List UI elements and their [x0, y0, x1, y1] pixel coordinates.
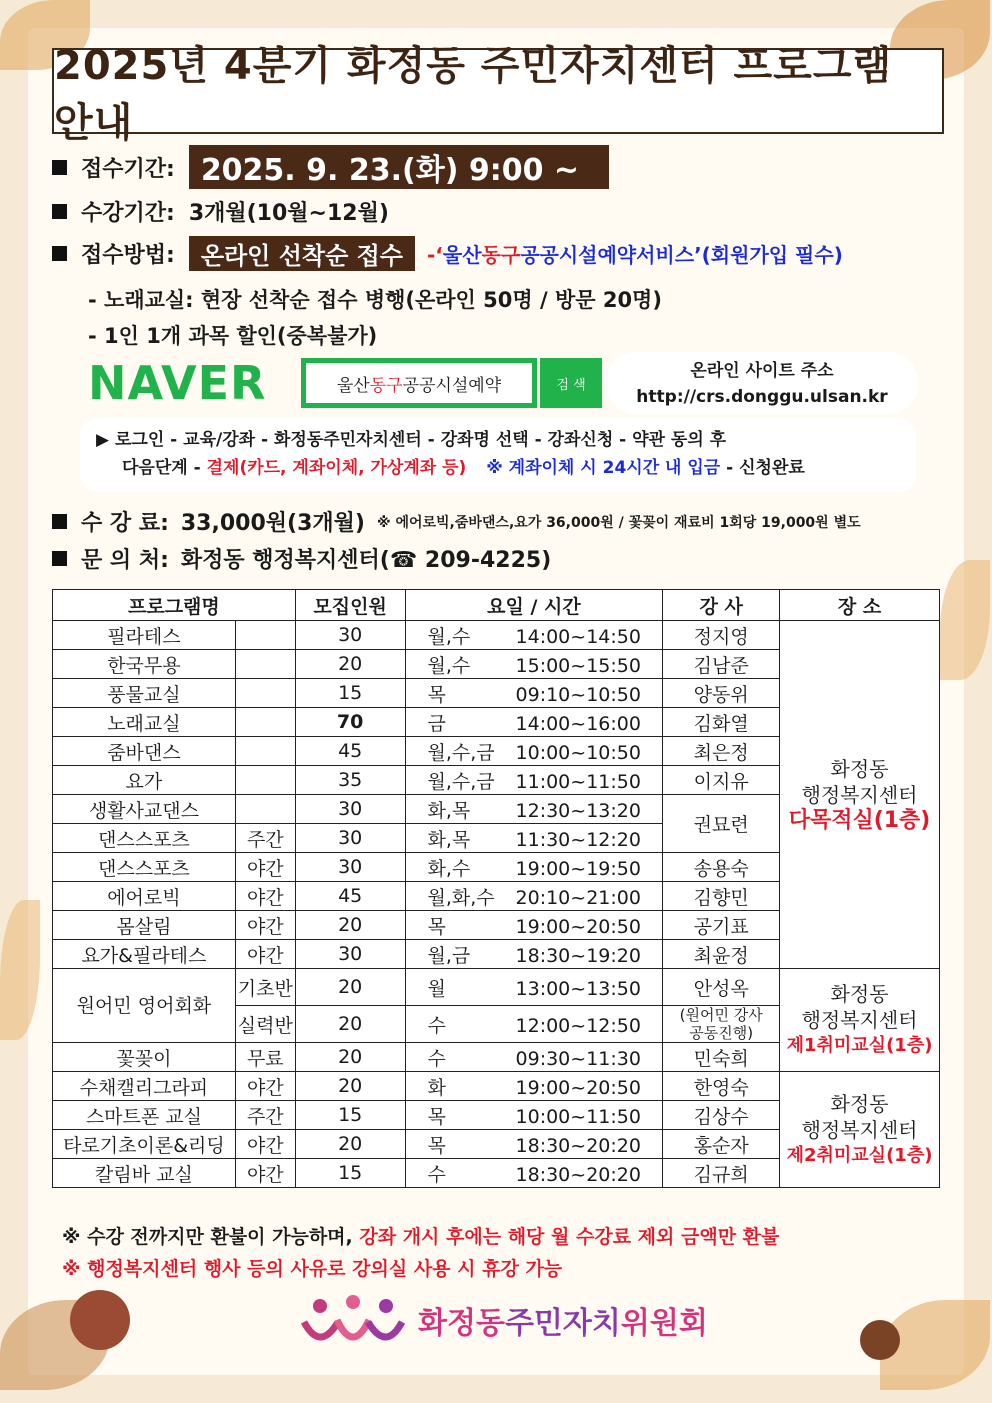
program-schedule: [405, 708, 663, 737]
program-name: 요가&필라테스: [53, 940, 236, 969]
fee-note: ※ 에어로빅,줌바댄스,요가 36,000원 / 꽃꽂이 재료비 1회당 19,000원 별도: [376, 514, 861, 531]
program-teacher: 김규희: [663, 1159, 780, 1188]
place-line-2: 행정복지센터: [801, 1117, 918, 1142]
program-schedule: [405, 911, 663, 940]
committee-name-c: 위원회: [620, 1306, 708, 1341]
program-teacher: 김남준: [663, 650, 780, 679]
schedule-time: 14:00~14:50: [515, 625, 641, 648]
place-line-1: 화정동: [830, 756, 889, 781]
steps-line-1: ▶ 로그인 - 교육/강좌 - 화정동주민자치센터 - 강좌명 선택 - 강좌신청 - 약관 동의 후: [96, 430, 727, 450]
schedule-time: 12:00~12:50: [515, 1014, 641, 1037]
program-teacher: 홍순자: [663, 1130, 780, 1159]
committee-name: [418, 1298, 708, 1342]
schedule-days: 화,수: [427, 857, 471, 880]
program-schedule: [405, 650, 663, 679]
program-count: 20: [295, 1043, 405, 1072]
program-teacher: 양동위: [663, 679, 780, 708]
program-schedule: [405, 795, 663, 824]
program-teacher: [663, 1006, 780, 1043]
method-note-a: 울산: [442, 243, 482, 267]
search-text-c: 공공시설예약: [402, 375, 502, 396]
course-row: [52, 196, 389, 227]
program-name: 요가: [53, 766, 236, 795]
naver-search-button[interactable]: 검 색: [540, 358, 602, 408]
program-tag: 무료: [235, 1043, 295, 1072]
place-line-1: 화정동: [830, 1091, 889, 1116]
schedule-days: 월,수: [427, 654, 471, 677]
course-label: 수강기간:: [81, 201, 175, 226]
program-teacher: 이지유: [663, 766, 780, 795]
schedule-time: 09:30~11:30: [515, 1047, 641, 1070]
program-tag: [235, 650, 295, 679]
header-schedule: 요일 / 시간: [405, 590, 663, 621]
program-count: 20: [295, 1072, 405, 1101]
program-tag: [235, 621, 295, 650]
schedule-time: 10:00~11:50: [515, 1105, 641, 1128]
program-name: 노래교실: [53, 708, 236, 737]
program-schedule: [405, 737, 663, 766]
schedule-time: 18:30~19:20: [515, 944, 641, 967]
bullet-square-icon: [52, 551, 67, 566]
schedule-days: 월,금: [427, 944, 471, 967]
program-place: [780, 621, 940, 969]
schedule-time: 13:00~13:50: [515, 977, 641, 1000]
program-schedule: [405, 969, 663, 1006]
search-text-b: 동구: [369, 375, 403, 396]
program-tag: 야간: [235, 882, 295, 911]
program-name: 에어로빅: [53, 882, 236, 911]
place-room: 다목적실(1층): [788, 807, 931, 833]
program-tag: 야간: [235, 853, 295, 882]
header-count: 모집인원: [295, 590, 405, 621]
program-count: 15: [295, 1159, 405, 1188]
place-line-1: 화정동: [830, 982, 889, 1006]
program-schedule: [405, 679, 663, 708]
program-count: 30: [295, 621, 405, 650]
program-schedule: [405, 1159, 663, 1188]
schedule-time: 19:00~20:50: [515, 915, 641, 938]
method-note: [427, 239, 843, 268]
schedule-days: 화: [427, 1076, 446, 1099]
program-schedule: [405, 1101, 663, 1130]
naver-search-input[interactable]: [301, 358, 537, 408]
program-count: 20: [295, 650, 405, 679]
committee-name-b: 주민자치: [504, 1306, 621, 1341]
program-tag: 야간: [235, 940, 295, 969]
people-logo-icon: [298, 1292, 408, 1348]
program-count: 30: [295, 853, 405, 882]
program-count: 45: [295, 737, 405, 766]
program-tag: 주간: [235, 1101, 295, 1130]
program-teacher: 최윤정: [663, 940, 780, 969]
program-tag: 야간: [235, 1072, 295, 1101]
program-count: 30: [295, 824, 405, 853]
naver-logo: NAVER: [88, 356, 267, 410]
program-tag: 기초반: [235, 969, 295, 1006]
program-schedule: [405, 853, 663, 882]
application-steps: [80, 418, 916, 492]
program-count: 15: [295, 1101, 405, 1130]
program-count: 20: [295, 969, 405, 1006]
program-name: 댄스스포츠: [53, 853, 236, 882]
header-place: 장 소: [780, 590, 940, 621]
schedule-days: 목: [427, 1105, 446, 1128]
schedule-days: 화,목: [427, 828, 471, 851]
table-row: [53, 969, 940, 1006]
schedule-days: 월,수,금: [427, 770, 495, 793]
program-name: 필라테스: [53, 621, 236, 650]
steps-line-2: [96, 454, 900, 482]
program-count: 35: [295, 766, 405, 795]
program-place: [780, 1072, 940, 1188]
schedule-days: 금: [427, 712, 446, 735]
site-url[interactable]: http://crs.donggu.ulsan.kr: [636, 387, 888, 407]
contact-row: [52, 543, 551, 574]
schedule-time: 18:30~20:20: [515, 1163, 641, 1186]
refund-note-a: ※ 수강 전까지만 환불이 가능하며,: [62, 1226, 360, 1248]
program-teacher: 김향민: [663, 882, 780, 911]
program-schedule: [405, 1006, 663, 1043]
place-room: 제1취미교실(1층): [786, 1035, 933, 1056]
committee-name-a: 화정동: [418, 1306, 505, 1341]
acorn-decoration: [70, 1290, 130, 1350]
program-schedule: [405, 621, 663, 650]
refund-note: [62, 1222, 779, 1249]
schedule-days: 수: [427, 1163, 446, 1186]
schedule-days: 월,수,금: [427, 741, 495, 764]
program-teacher: 최은정: [663, 737, 780, 766]
method-note-c: 공공시설예약서비스’(회원가입 필수): [520, 243, 843, 267]
course-value: 3개월(10월~12월): [188, 201, 389, 226]
sub-note-1: - 노래교실: 현장 선착순 접수 병행(온라인 50명 / 방문 20명): [88, 288, 662, 312]
schedule-time: 14:00~16:00: [515, 712, 641, 735]
program-teacher: 안성옥: [663, 969, 780, 1006]
program-teacher: 공기표: [663, 911, 780, 940]
program-count: 20: [295, 1006, 405, 1043]
bullet-square-icon: [52, 204, 67, 219]
method-note-dash: -‘: [427, 243, 443, 267]
schedule-time: 19:00~19:50: [515, 857, 641, 880]
steps-line-2-a: 다음단계 -: [122, 458, 207, 478]
program-place: [780, 969, 940, 1072]
program-schedule: [405, 766, 663, 795]
program-name: 원어민 영어회화: [53, 969, 236, 1043]
program-tag: 야간: [235, 1130, 295, 1159]
acorn-decoration: [860, 1320, 900, 1360]
sub-note-2: - 1인 1개 과목 할인(중복불가): [88, 324, 378, 348]
fee-value: 33,000원(3개월): [180, 511, 365, 536]
schedule-days: 월: [427, 977, 446, 1000]
program-tag: [235, 766, 295, 795]
program-tag: 야간: [235, 911, 295, 940]
contact-value: 화정동 행정복지센터(☎ 209-4225): [180, 548, 552, 573]
refund-note-b: 강좌 개시 후에는 해당 월 수강료 제외 금액만 환불: [359, 1226, 780, 1248]
reception-label: 접수기간:: [81, 156, 175, 182]
program-tag: 야간: [235, 1159, 295, 1188]
schedule-time: 09:10~10:50: [515, 683, 641, 706]
program-name: 수채캘리그라피: [53, 1072, 236, 1101]
program-tag: [235, 795, 295, 824]
site-title: 온라인 사이트 주소: [690, 361, 834, 381]
header-program: 프로그램명: [53, 590, 296, 621]
method-note-b: 동구: [481, 243, 521, 267]
method-value: 온라인 선착순 접수: [189, 236, 415, 271]
place-room: 제2취미교실(1층): [786, 1144, 933, 1166]
schedule-days: 수: [427, 1014, 446, 1037]
method-row: [52, 236, 843, 271]
table-row: [53, 621, 940, 650]
schedule-time: 20:10~21:00: [515, 886, 641, 909]
program-name: 타로기초이론&리딩: [53, 1130, 236, 1159]
program-schedule: [405, 940, 663, 969]
program-count: 30: [295, 940, 405, 969]
program-count: 15: [295, 679, 405, 708]
program-name: 스마트폰 교실: [53, 1101, 236, 1130]
program-name: 칼림바 교실: [53, 1159, 236, 1188]
table-header-row: [53, 590, 940, 621]
program-tag: 주간: [235, 824, 295, 853]
program-tag: [235, 679, 295, 708]
committee-logo: [298, 1290, 718, 1350]
program-count: 20: [295, 911, 405, 940]
program-count: 70: [295, 708, 405, 737]
program-table: [52, 589, 940, 1188]
program-tag: 실력반: [235, 1006, 295, 1043]
bullet-square-icon: [52, 514, 67, 529]
program-name: 한국무용: [53, 650, 236, 679]
teacher-note-2: 공동진행): [689, 1024, 754, 1042]
schedule-time: 11:30~12:20: [515, 828, 641, 851]
steps-line-2-d: - 신청완료: [720, 458, 805, 478]
teacher-note-1: (원어민 강사: [679, 1006, 763, 1024]
program-schedule: [405, 1072, 663, 1101]
bullet-square-icon: [52, 160, 67, 175]
program-name: 몸살림: [53, 911, 236, 940]
program-name: 풍물교실: [53, 679, 236, 708]
program-teacher: 김상수: [663, 1101, 780, 1130]
header-teacher: 강 사: [663, 590, 780, 621]
fee-label: 수 강 료:: [81, 511, 169, 536]
bullet-square-icon: [52, 246, 67, 261]
program-tag: [235, 708, 295, 737]
program-teacher: 민숙희: [663, 1043, 780, 1072]
program-name: 댄스스포츠: [53, 824, 236, 853]
steps-line-2-c: ※ 계좌이체 시 24시간 내 입금: [486, 458, 721, 478]
program-schedule: [405, 1043, 663, 1072]
search-text-a: 울산: [336, 375, 370, 396]
page-title: 2025년 4분기 화정동 주민자치센터 프로그램 안내: [52, 48, 944, 134]
schedule-days: 목: [427, 683, 446, 706]
table-row: [53, 1072, 940, 1101]
program-count: 20: [295, 1130, 405, 1159]
contact-label: 문 의 처:: [81, 548, 169, 573]
schedule-time: 11:00~11:50: [515, 770, 641, 793]
schedule-time: 19:00~20:50: [515, 1076, 641, 1099]
program-name: 줌바댄스: [53, 737, 236, 766]
program-teacher: 정지영: [663, 621, 780, 650]
site-address-box: [606, 352, 918, 414]
reception-value: 2025. 9. 23.(화) 9:00 ~: [189, 145, 609, 189]
program-name: 생활사교댄스: [53, 795, 236, 824]
schedule-days: 목: [427, 1134, 446, 1157]
program-count: 45: [295, 882, 405, 911]
program-name: 꽃꽂이: [53, 1043, 236, 1072]
reception-row: [52, 145, 609, 189]
schedule-days: 월,수: [427, 625, 471, 648]
method-label: 접수방법:: [81, 243, 175, 268]
schedule-time: 18:30~20:20: [515, 1134, 641, 1157]
place-line-2: 행정복지센터: [801, 782, 918, 807]
program-teacher: 송용숙: [663, 853, 780, 882]
schedule-days: 월,화,수: [427, 886, 495, 909]
program-schedule: [405, 882, 663, 911]
program-teacher: 한영숙: [663, 1072, 780, 1101]
steps-line-2-b: 결제(카드, 계좌이체, 가상계좌 등): [206, 458, 467, 478]
schedule-days: 수: [427, 1047, 446, 1070]
program-tag: [235, 737, 295, 766]
schedule-time: 12:30~13:20: [515, 799, 641, 822]
program-teacher: 권묘련: [663, 795, 780, 853]
program-teacher: 김화열: [663, 708, 780, 737]
schedule-time: 10:00~10:50: [515, 741, 641, 764]
fee-row: [52, 506, 861, 537]
program-schedule: [405, 824, 663, 853]
schedule-days: 목: [427, 915, 446, 938]
schedule-time: 15:00~15:50: [515, 654, 641, 677]
program-schedule: [405, 1130, 663, 1159]
program-count: 30: [295, 795, 405, 824]
place-line-2: 행정복지센터: [801, 1008, 918, 1032]
schedule-days: 화,목: [427, 799, 471, 822]
closure-note: ※ 행정복지센터 행사 등의 사유로 강의실 사용 시 휴강 가능: [62, 1258, 563, 1280]
